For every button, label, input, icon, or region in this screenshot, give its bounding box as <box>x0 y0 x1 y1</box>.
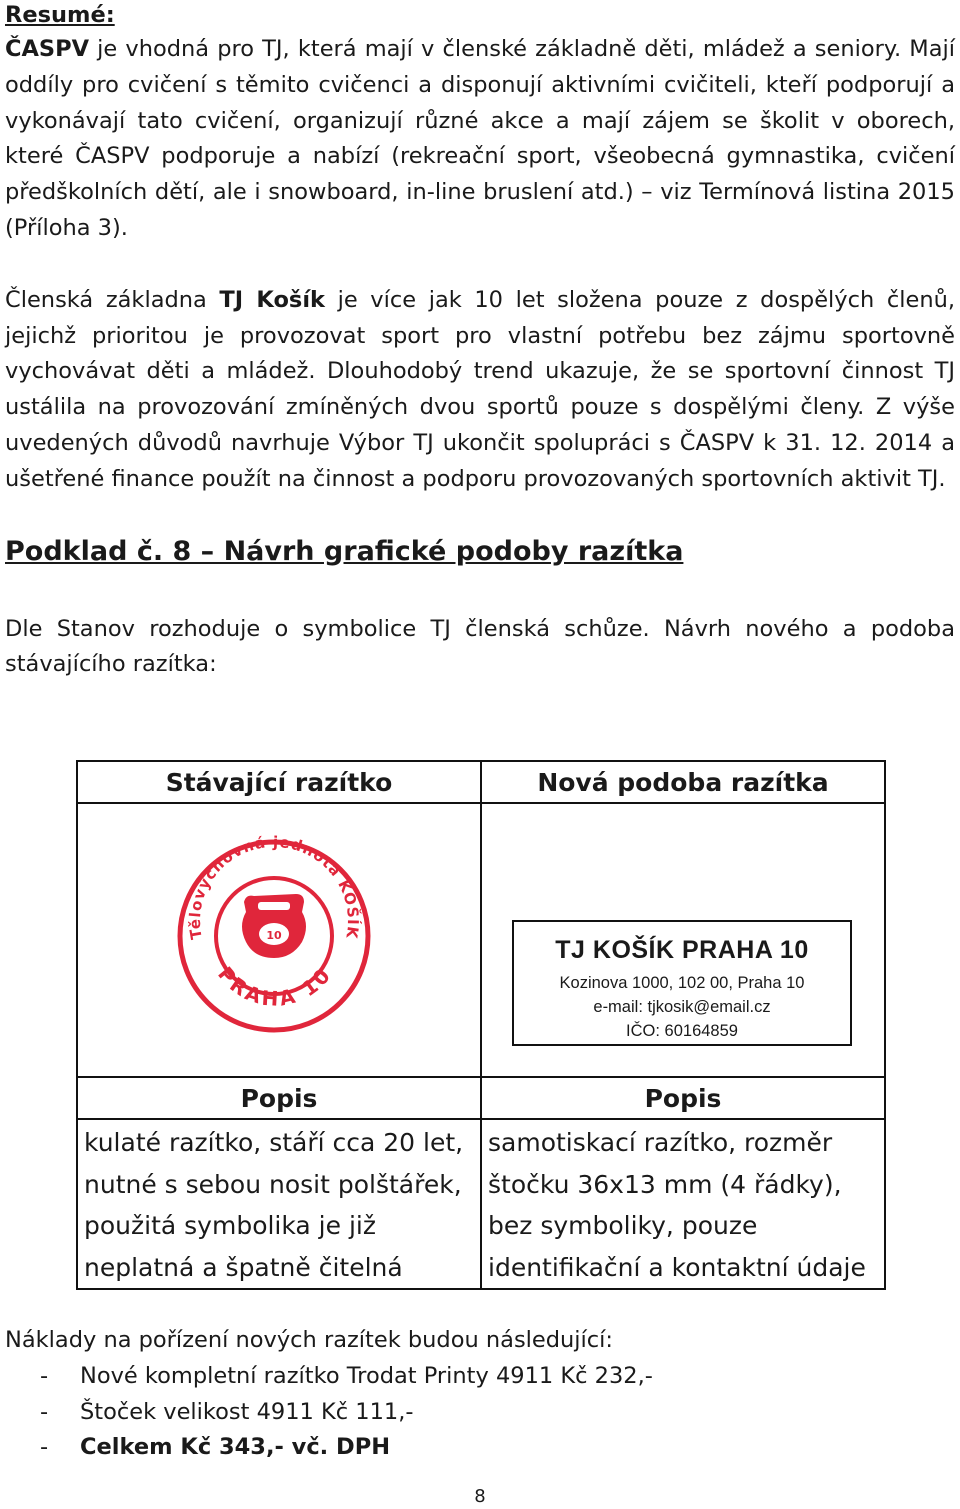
popis-label-current: Popis <box>77 1077 481 1119</box>
popis-current-line: kulaté razítko, stáří cca 20 let, <box>84 1128 464 1157</box>
resume-paragraph <box>5 32 955 247</box>
cost-item <box>5 1359 955 1395</box>
membership-before: Členská základna <box>5 286 220 313</box>
popis-new <box>481 1119 885 1289</box>
popis-current-line: použitá symbolika je již <box>84 1211 376 1240</box>
col-header-current-stamp: Stávající razítko <box>77 761 481 803</box>
new-stamp-line4: IČO: 60164859 <box>626 1022 738 1040</box>
membership-after: je více jak 10 let složena pouze z dospělých členů, jejichž prioritou je provozovat sport pro vlastní potřebu bez zájmu sportovně vychovávat děti a mládež. Dlouhodobý trend ukazuje, že se sportovní činnost TJ ustálila na provozování zmíněných dvou sportů pouze s dospělými členy. Z výše uvedených důvodů navrhuje Výbor TJ ukončit spolupráci s ČASPV k 31. 12. 2014 a ušetřené finance použít na činnost a podporu provozovaných sportovních aktivit TJ. <box>5 286 955 492</box>
section-intro: Dle Stanov rozhoduje o symbolice TJ členská schůze. Návrh nového a podoba stávajícího razítka: <box>5 615 955 678</box>
resume-text: je vhodná pro TJ, která mají v členské základně děti, mládež a seniory. Mají oddíly pro cvičení s těmito cvičenci a disponují aktivními cvičiteli, kteří podporují a vykonávají tato cvičení, organizují různé akce a mají zájem se školit v oborech, které ČASPV podporuje a nabízí (rekreační sport, všeobecná gymnastika, cvičení předškolních dětí, ale i snowboard, in-line bruslení atd.) – viz Termínová listina 2015 (Příloha 3). <box>5 36 955 241</box>
membership-paragraph <box>5 283 955 498</box>
document-page <box>5 0 955 683</box>
current-stamp-cell <box>77 803 481 1077</box>
list-dash: - <box>40 1362 49 1389</box>
basket-emblem-icon <box>242 894 306 958</box>
new-stamp-cell <box>481 803 885 1077</box>
rectangular-stamp-image <box>512 920 852 1046</box>
popis-label-new: Popis <box>481 1077 885 1119</box>
page-number: 8 <box>474 1486 486 1507</box>
basket-number: 10 <box>266 929 282 942</box>
popis-new-line: štočku 36x13 mm (4 řádky), <box>488 1169 842 1199</box>
costs-section <box>5 1323 955 1466</box>
popis-current <box>77 1119 481 1289</box>
stamps-table <box>76 760 886 1290</box>
cost-item <box>5 1395 955 1431</box>
cost-total <box>5 1430 955 1466</box>
resume-heading: Resumé: <box>5 2 115 28</box>
svg-text:PRAHA 10 <box>213 962 337 1011</box>
cost-item-text: Nové kompletní razítko Trodat Printy 4911 Kč 232,- <box>80 1362 653 1389</box>
new-stamp-line3: e-mail: tjkosik@email.cz <box>593 998 771 1016</box>
popis-new-line: samotiskací razítko, rozměr <box>488 1128 833 1157</box>
new-stamp-line1: TJ KOŠÍK PRAHA 10 <box>555 936 809 964</box>
new-stamp-line2: Kozinova 1000, 102 00, Praha 10 <box>559 974 805 992</box>
resume-lead: ČASPV <box>5 36 90 62</box>
round-stamp-top-text: Tělovýchovná jednota KOŠÍK <box>185 832 363 941</box>
round-stamp-image <box>174 830 374 1040</box>
cost-item-text: Štoček velikost 4911 Kč 111,- <box>80 1398 414 1425</box>
section-heading: Podklad č. 8 – Návrh grafické podoby razítka <box>5 535 684 567</box>
popis-new-line: bez symboliky, pouze <box>488 1211 758 1240</box>
popis-current-line: nutné s sebou nosit polštářek, <box>84 1169 462 1199</box>
popis-current-line: neplatná a špatně čitelná <box>84 1252 403 1282</box>
costs-intro: Náklady na pořízení nových razítek budou následující: <box>5 1327 614 1353</box>
round-stamp-bottom-text: PRAHA 10 <box>213 961 337 1011</box>
club-name: TJ Košík <box>219 286 325 313</box>
list-dash: - <box>40 1398 49 1425</box>
list-dash: - <box>40 1434 49 1461</box>
popis-new-line: identifikační a kontaktní údaje <box>488 1252 866 1282</box>
cost-total-text: Celkem Kč 343,- vč. DPH <box>80 1434 391 1461</box>
col-header-new-stamp: Nová podoba razítka <box>481 761 885 803</box>
